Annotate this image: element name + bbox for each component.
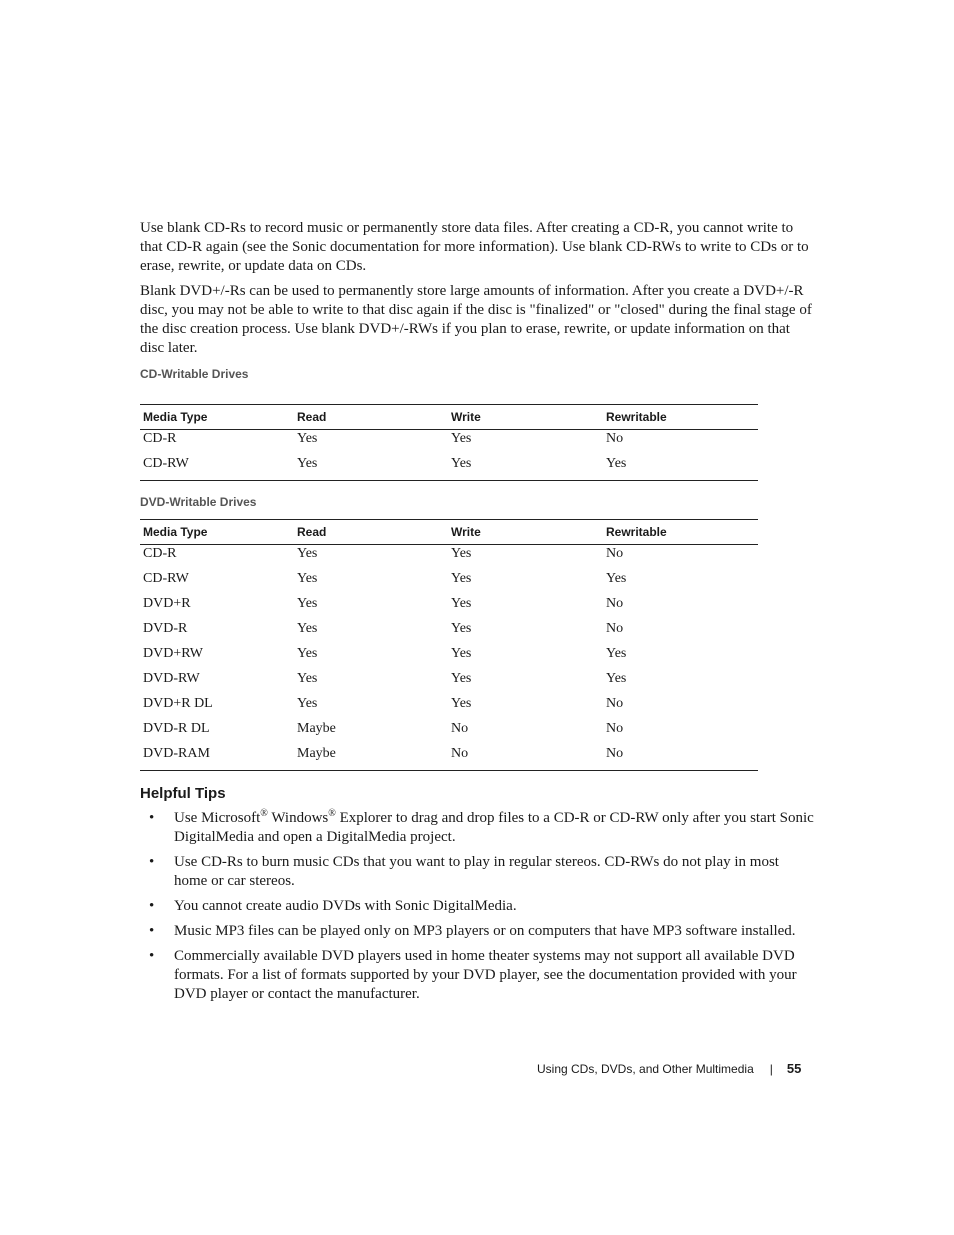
cell-rewritable: Yes xyxy=(606,571,627,586)
cell-rewritable: No xyxy=(603,745,758,771)
cell-rewritable: Yes xyxy=(603,455,758,481)
bullet-icon: • xyxy=(149,810,155,826)
bullet-icon: • xyxy=(149,948,155,964)
tip-text: Use CD-Rs to burn music CDs that you want to play in regular stereos. CD-RWs do not play in most home or car stereos. xyxy=(174,854,779,889)
table-row xyxy=(140,695,758,720)
tip-text: Music MP3 files can be played only on MP3 players or on computers that have MP3 software installed. xyxy=(174,923,796,939)
cell-rewritable: No xyxy=(606,431,624,446)
cell-rewritable: Yes xyxy=(606,646,627,661)
column-header-read: Read xyxy=(294,520,448,545)
cell-write: Yes xyxy=(451,646,472,661)
cell-read: Yes xyxy=(297,596,318,611)
cell-rewritable: Yes xyxy=(606,671,627,686)
registered-mark: ® xyxy=(328,808,336,819)
table-row xyxy=(140,430,758,456)
page-number: 55 xyxy=(786,1061,802,1076)
tip-text: Explorer to drag and drop files to a CD-R or CD-RW only after you start Sonic DigitalMedia and open a DigitalMedia project. xyxy=(174,810,814,845)
column-header-write: Write xyxy=(448,405,603,430)
cell-read: Yes xyxy=(297,646,318,661)
cell-write: Yes xyxy=(451,431,472,446)
list-item xyxy=(140,853,816,891)
table-row xyxy=(140,670,758,695)
cell-media-type: DVD+R DL xyxy=(143,696,213,711)
table-row xyxy=(140,720,758,745)
cell-media-type: DVD+RW xyxy=(143,646,204,661)
cell-rewritable: No xyxy=(606,596,624,611)
dvd-table-caption: DVD-Writable Drives xyxy=(140,495,257,509)
registered-mark: ® xyxy=(260,808,268,819)
cell-read: Yes xyxy=(297,621,318,636)
table-header-row xyxy=(140,405,758,430)
cell-write: Yes xyxy=(451,621,472,636)
cell-write: Yes xyxy=(451,571,472,586)
tip-text: You cannot create audio DVDs with Sonic DigitalMedia. xyxy=(174,898,517,914)
cell-media-type: CD-RW xyxy=(140,455,294,481)
helpful-tips-heading: Helpful Tips xyxy=(140,785,226,802)
cell-read: Yes xyxy=(297,671,318,686)
cell-read: Yes xyxy=(297,431,318,446)
bullet-icon: • xyxy=(149,923,155,939)
column-header-read: Read xyxy=(294,405,448,430)
cell-write: Yes xyxy=(451,696,472,711)
cell-rewritable: No xyxy=(606,546,624,561)
cell-media-type: CD-RW xyxy=(143,571,189,586)
list-item xyxy=(140,897,816,916)
page-content xyxy=(140,219,816,1010)
cell-write: Yes xyxy=(451,546,472,561)
tip-text: Use Microsoft xyxy=(174,810,261,826)
table-row xyxy=(140,645,758,670)
cell-read: Maybe xyxy=(297,721,336,736)
column-header-rewritable: Rewritable xyxy=(603,520,758,545)
tip-text: Windows xyxy=(267,810,329,826)
table-row xyxy=(140,595,758,620)
cell-write: Yes xyxy=(451,671,472,686)
helpful-tips-list xyxy=(140,809,816,1004)
cell-media-type: DVD+R xyxy=(143,596,191,611)
cell-rewritable: No xyxy=(606,696,624,711)
table-row xyxy=(140,620,758,645)
page-footer xyxy=(537,1061,817,1076)
table-header-row xyxy=(140,520,758,545)
cell-media-type: DVD-RW xyxy=(143,671,200,686)
cell-read: Yes xyxy=(297,546,318,561)
cell-media-type: DVD-RAM xyxy=(140,745,294,771)
cd-writable-table xyxy=(140,404,758,481)
cell-read: Yes xyxy=(297,696,318,711)
intro-paragraph-dvd: Blank DVD+/-Rs can be used to permanently store large amounts of information. After you create a DVD+/-R disc, you may not be able to write to that disc again if the disc is "finalized" or "closed" during the final stage of the disc creation process. Use blank DVD+/-RWs if you plan to erase, rewrite, or update information on that disc later. xyxy=(140,283,812,356)
cell-media-type: CD-R xyxy=(143,546,177,561)
cell-read: Yes xyxy=(294,455,448,481)
column-header-media-type: Media Type xyxy=(140,405,294,430)
column-header-rewritable: Rewritable xyxy=(603,405,758,430)
cell-rewritable: No xyxy=(606,721,624,736)
bullet-icon: • xyxy=(149,854,155,870)
table-row xyxy=(140,570,758,595)
cell-read: Yes xyxy=(297,571,318,586)
cell-write: Yes xyxy=(448,455,603,481)
list-item xyxy=(140,809,816,847)
cell-read: Maybe xyxy=(294,745,448,771)
list-item xyxy=(140,922,816,941)
cell-media-type: DVD-R xyxy=(143,621,188,636)
cell-rewritable: No xyxy=(606,621,624,636)
column-header-write: Write xyxy=(448,520,603,545)
table-row xyxy=(140,745,758,771)
table-row xyxy=(140,545,758,571)
cell-media-type: DVD-R DL xyxy=(143,721,210,736)
cd-table-caption: CD-Writable Drives xyxy=(140,367,249,381)
cell-write: No xyxy=(448,745,603,771)
cell-media-type: CD-R xyxy=(143,431,177,446)
table-row xyxy=(140,455,758,481)
bullet-icon: • xyxy=(149,898,155,914)
column-header-media-type: Media Type xyxy=(140,520,294,545)
intro-paragraph-cd: Use blank CD-Rs to record music or permanently store data files. After creating a CD-R, you cannot write to that CD-R again (see the Sonic documentation for more information). Use blank CD-RWs to write to CDs or to erase, rewrite, or update data on CDs. xyxy=(140,220,809,274)
cell-write: No xyxy=(451,721,469,736)
list-item xyxy=(140,947,816,1004)
dvd-writable-table xyxy=(140,519,758,771)
footer-separator: | xyxy=(769,1062,773,1076)
footer-section-title: Using CDs, DVDs, and Other Multimedia xyxy=(537,1062,754,1076)
tip-text: Commercially available DVD players used in home theater systems may not support all available DVD formats. For a list of formats supported by your DVD player, see the documentation provided with your DVD player or contact the manufacturer. xyxy=(174,948,797,1002)
cell-write: Yes xyxy=(451,596,472,611)
